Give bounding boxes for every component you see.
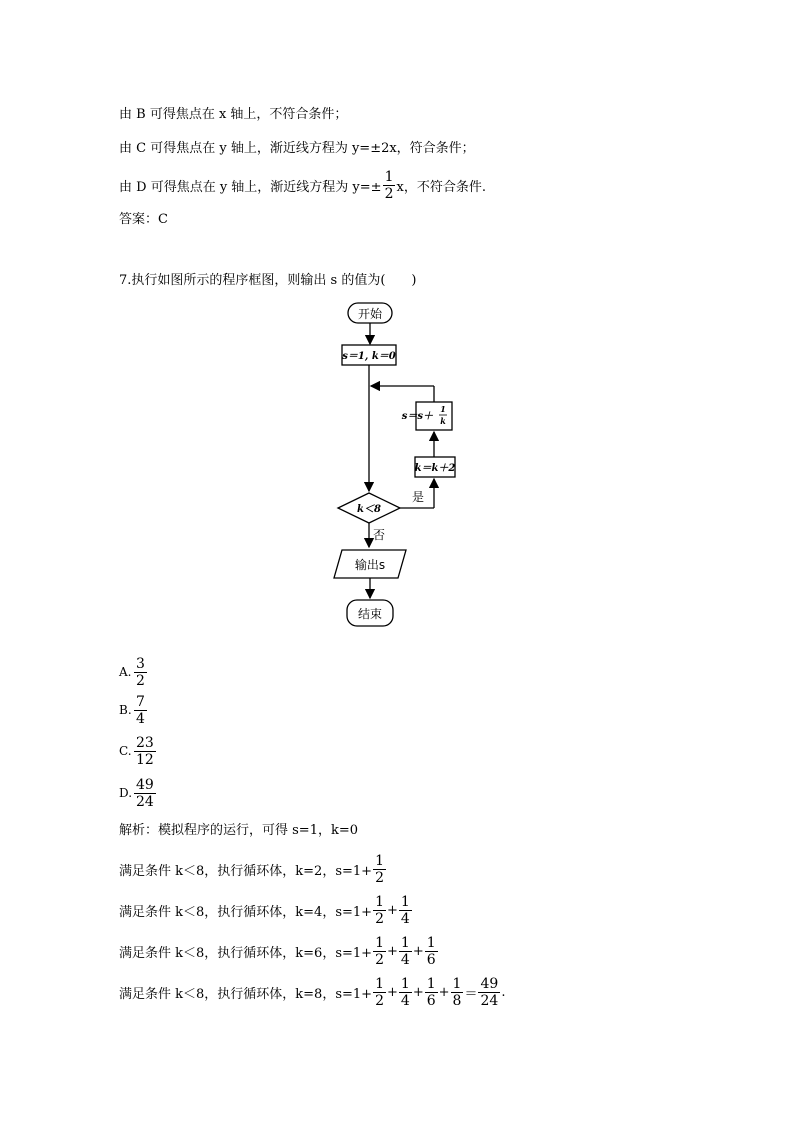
term — [373, 894, 386, 927]
den: 4 — [400, 992, 410, 1009]
line-option-c: 由 C 可得焦点在 y 轴上，渐近线方程为 y=±2x，符合条件； — [119, 140, 475, 156]
step-kv: k=2，s=1+ — [295, 863, 373, 879]
den: 2 — [136, 672, 145, 689]
den: 4 — [136, 710, 145, 727]
term — [399, 935, 412, 968]
num: 23 — [136, 734, 154, 751]
num: 1 — [375, 893, 384, 910]
update-s-num: 1 — [440, 404, 446, 414]
num: 1 — [426, 975, 436, 992]
den: 12 — [136, 751, 154, 768]
term — [451, 976, 464, 1009]
update-s-den: k — [440, 416, 446, 426]
num: 1 — [375, 975, 384, 992]
condition-label: k＜8 — [357, 504, 381, 515]
solution-step-4: 满足条件 k＜8，执行循环体， k=8，s=1+ $\frac{1}{2}$ + $\frac{1}{4}$ + $\frac{1}{6}$ + $\frac{1}{8}$ ＝ $\frac{49}{24}$ . — [119, 975, 506, 1009]
num: 1 — [400, 893, 410, 910]
den: 2 — [375, 951, 384, 968]
option-b-label: B. — [119, 703, 132, 717]
den: 2 — [375, 992, 384, 1009]
line-option-d — [119, 170, 486, 200]
num: 1 — [400, 934, 410, 951]
result-fraction — [478, 976, 500, 1009]
den: 8 — [452, 992, 462, 1009]
start-label: 开始 — [357, 307, 383, 321]
den: 2 — [375, 910, 384, 927]
line-option-b: 由 B 可得焦点在 x 轴上，不符合条件； — [119, 106, 348, 122]
init-label: s＝1, k＝0 — [342, 351, 396, 362]
line-d-before: 由 D 可得焦点在 y 轴上，渐近线方程为 y=± — [119, 179, 382, 195]
step-kv: k=4，s=1+ — [295, 904, 373, 920]
term — [425, 976, 438, 1009]
den: 6 — [426, 992, 436, 1009]
fraction-half — [383, 169, 396, 202]
solution-intro: 解析：模拟程序的运行，可得 s=1，k=0 — [119, 822, 359, 838]
term — [399, 976, 412, 1009]
term — [373, 935, 386, 968]
step-kv: k=8，s=1+ — [295, 986, 373, 1002]
solution-step-2: 满足条件 k＜8，执行循环体， k=4，s=1+ $\frac{1}{2}$ + $\frac{1}{4}$ — [119, 893, 410, 927]
question-text: 7.执行如图所示的程序框图，则输出 s 的值为( ) — [119, 272, 417, 288]
option-c-fraction — [134, 735, 156, 768]
term — [399, 894, 412, 927]
num: 1 — [400, 975, 410, 992]
term — [373, 853, 386, 886]
fraction-num: 1 — [384, 168, 394, 185]
step-kv: k=6，s=1+ — [295, 945, 373, 961]
update-s-lhs: s＝s＋ — [401, 411, 433, 422]
num: 1 — [375, 934, 384, 951]
step-prefix: 满足条件 k＜8，执行循环体， — [119, 945, 296, 961]
den: 4 — [400, 910, 410, 927]
solution-step-1 — [119, 852, 387, 886]
option-b — [119, 693, 148, 727]
num: 1 — [452, 975, 462, 992]
option-d-fraction — [134, 777, 156, 810]
flowchart — [330, 298, 470, 632]
option-a-fraction — [134, 656, 147, 689]
term — [425, 935, 438, 968]
den: 24 — [480, 992, 499, 1009]
step-prefix: 满足条件 k＜8，执行循环体， — [119, 986, 296, 1002]
yes-label: 是 — [412, 490, 425, 504]
den: 4 — [400, 951, 410, 968]
option-c-label: C. — [119, 744, 132, 758]
option-a-label: A. — [119, 665, 132, 679]
option-b-fraction — [134, 694, 147, 727]
num: 1 — [426, 934, 436, 951]
num: 7 — [136, 693, 145, 710]
step-prefix: 满足条件 k＜8，执行循环体， — [119, 863, 296, 879]
line-d-after: x，不符合条件. — [396, 179, 486, 195]
answer-line: 答案：C — [119, 211, 168, 227]
num: 1 — [375, 852, 384, 869]
num: 49 — [136, 776, 154, 793]
option-c — [119, 734, 157, 768]
num: 49 — [480, 975, 499, 992]
den: 6 — [426, 951, 436, 968]
den: 2 — [375, 869, 384, 886]
no-label: 否 — [373, 528, 386, 542]
end-label: 结束 — [357, 607, 383, 621]
step-prefix: 满足条件 k＜8，执行循环体， — [119, 904, 296, 920]
option-d-label: D. — [119, 786, 133, 800]
fraction-den: 2 — [384, 185, 394, 202]
den: 24 — [136, 793, 154, 810]
option-d — [119, 776, 157, 810]
output-label: 输出s — [354, 558, 386, 572]
update-k-label: k＝k＋2 — [414, 463, 456, 474]
term — [373, 976, 386, 1009]
option-a — [119, 655, 148, 689]
num: 3 — [136, 655, 145, 672]
solution-step-3: 满足条件 k＜8，执行循环体， k=6，s=1+ $\frac{1}{2}$ + $\frac{1}{4}$ + $\frac{1}{6}$ — [119, 934, 436, 968]
